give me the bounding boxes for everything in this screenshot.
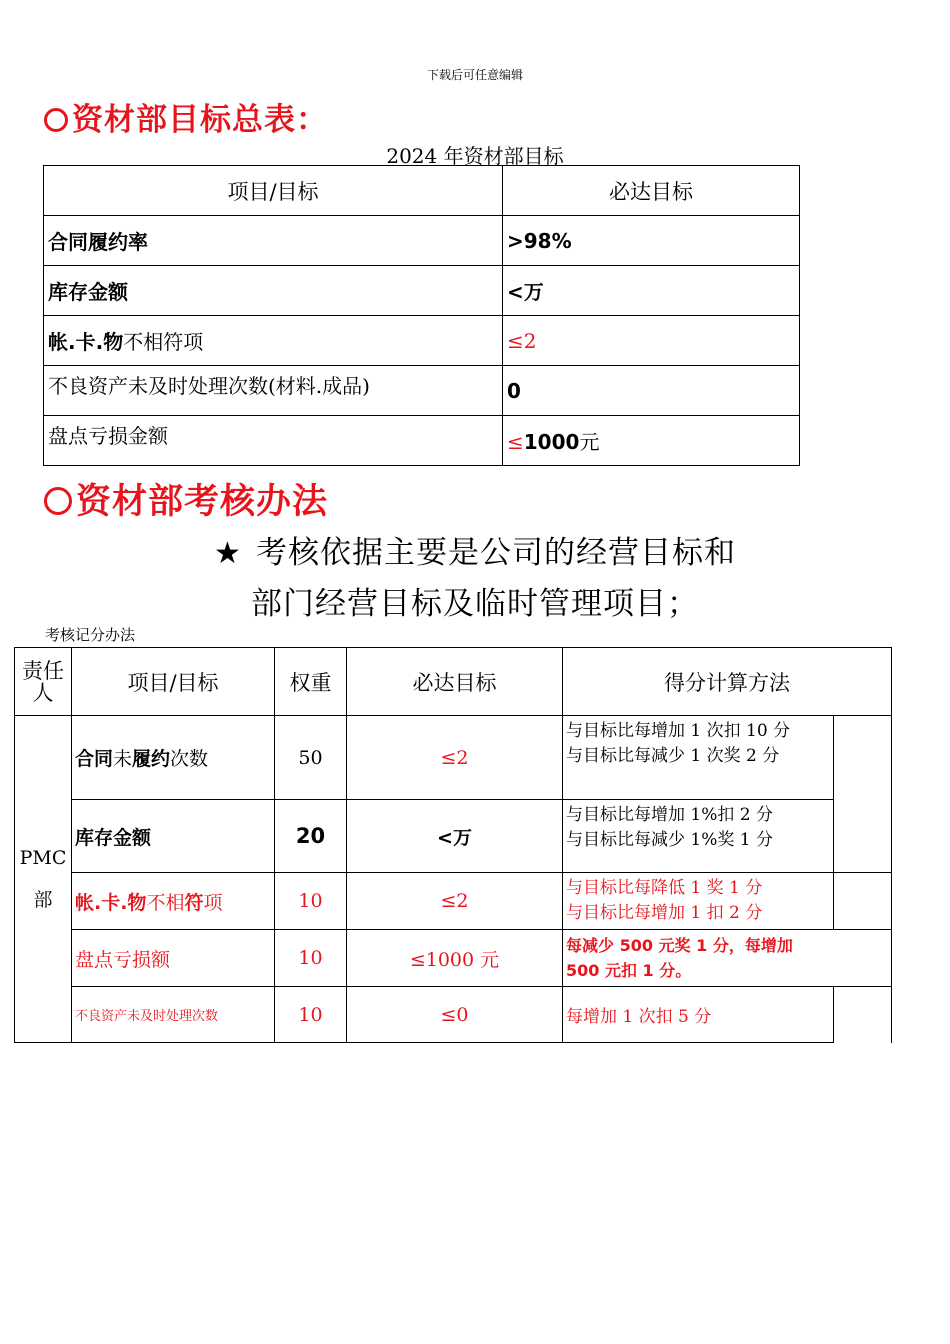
table1-caption: 2024 年资材部目标 — [386, 144, 564, 168]
row-target: ≤2 — [347, 716, 563, 800]
row-target: ≤1000 元 — [347, 930, 563, 987]
spacer-cell — [834, 987, 892, 1043]
table-row — [15, 987, 892, 1043]
row-item — [44, 316, 503, 366]
row-item: 不良资产未及时处理次数 — [72, 987, 275, 1043]
row-target: ≤2 — [503, 316, 800, 366]
row-item: 不良资产未及时处理次数(材料.成品) — [44, 366, 503, 416]
scoring-table — [14, 647, 892, 1043]
row-weight: 50 — [275, 716, 347, 800]
table-row — [44, 416, 800, 466]
owner-line-1: PMC — [19, 846, 67, 869]
row-item: 盘点亏损额 — [72, 930, 275, 987]
row-weight: 10 — [275, 930, 347, 987]
header-target: 必达目标 — [503, 166, 800, 216]
target-unit: 元 — [579, 430, 600, 454]
table-header-row — [44, 166, 800, 216]
row-item — [72, 716, 275, 800]
target-number: 1000 — [523, 430, 580, 454]
basis-text-1: 考核依据主要是公司的经营目标和 — [255, 535, 736, 571]
method-line: 与目标比每降低 1 奖 1 分 — [566, 878, 763, 898]
circle-bullet-icon — [44, 487, 72, 515]
method-line: 与目标比每增加 1 次扣 10 分 — [566, 721, 791, 741]
section-title-assessment — [44, 474, 328, 524]
section-title-goals — [44, 94, 328, 139]
header-owner: 责任人 — [15, 648, 72, 716]
row-target: ≤2 — [347, 873, 563, 930]
header-method: 得分计算方法 — [563, 648, 892, 716]
owner-cell — [15, 716, 72, 1043]
spacer-cell — [834, 716, 892, 800]
method-line: 每减少 500 元奖 1 分，每增加 — [566, 936, 793, 955]
row-weight: 20 — [275, 800, 347, 873]
row-method — [563, 800, 834, 873]
row-target: >98% — [503, 216, 800, 266]
row-item — [72, 873, 275, 930]
row-method — [563, 716, 834, 800]
header-item: 项目/目标 — [44, 166, 503, 216]
row-item: 合同履约率 — [44, 216, 503, 266]
spacer-cell — [834, 800, 892, 873]
row-method: 每增加 1 次扣 5 分 — [563, 987, 834, 1043]
table-row — [15, 930, 892, 987]
basis-line-2: 部门经营目标及临时管理项目； — [251, 586, 699, 622]
leq-symbol: ≤ — [507, 430, 524, 454]
item-part: 未 — [113, 748, 133, 770]
row-item: 盘点亏损金额 — [44, 416, 503, 466]
row-target: <万 — [347, 800, 563, 873]
table-row — [15, 873, 892, 930]
method-line: 与目标比每增加 1%扣 2 分 — [566, 805, 773, 825]
item-part: 履约 — [132, 748, 171, 770]
item-part: 项 — [203, 891, 223, 914]
header-target: 必达目标 — [347, 648, 563, 716]
row-weight: 10 — [275, 873, 347, 930]
row-weight: 10 — [275, 987, 347, 1043]
download-note: 下载后可任意编辑 — [426, 68, 523, 82]
circle-bullet-icon — [44, 108, 68, 132]
basis-line-1 — [0, 527, 950, 572]
header-item: 项目/目标 — [72, 648, 275, 716]
method-line: 与目标比每减少 1 次奖 2 分 — [566, 746, 780, 766]
owner-line-2: 部 — [33, 888, 53, 911]
table-row — [44, 216, 800, 266]
table-header-row — [15, 648, 892, 716]
row-item-bold: 帐.卡.物 — [48, 330, 124, 354]
item-part: 帐.卡.物 — [75, 891, 147, 914]
section-title-text: 资材部目标总表： — [72, 102, 328, 138]
table-row — [15, 716, 892, 800]
table-row — [44, 366, 800, 416]
row-method — [563, 930, 892, 987]
item-part: 合同 — [75, 748, 114, 770]
row-item-rest: 不相符项 — [123, 330, 204, 354]
item-part: 符 — [184, 891, 204, 914]
table-row — [15, 800, 892, 873]
method-line: 与目标比每减少 1%奖 1 分 — [566, 830, 773, 850]
row-item: 库存金额 — [72, 800, 275, 873]
row-target — [503, 416, 800, 466]
spacer-cell — [834, 873, 892, 930]
row-target: ≤0 — [347, 987, 563, 1043]
header-weight: 权重 — [275, 648, 347, 716]
table-row — [44, 316, 800, 366]
section-title-text: 资材部考核办法 — [76, 482, 329, 522]
row-target: <万 — [503, 266, 800, 316]
row-target: 0 — [503, 366, 800, 416]
row-item: 库存金额 — [44, 266, 503, 316]
item-part: 不相 — [146, 891, 185, 914]
method-line: 与目标比每增加 1 扣 2 分 — [566, 903, 763, 923]
goals-table — [43, 165, 800, 466]
table-row — [44, 266, 800, 316]
row-method — [563, 873, 834, 930]
method-line: 500 元扣 1 分。 — [566, 961, 692, 980]
item-part: 次数 — [170, 748, 209, 770]
star-icon: ★ — [214, 536, 242, 571]
scoring-label: 考核记分办法 — [45, 626, 136, 644]
